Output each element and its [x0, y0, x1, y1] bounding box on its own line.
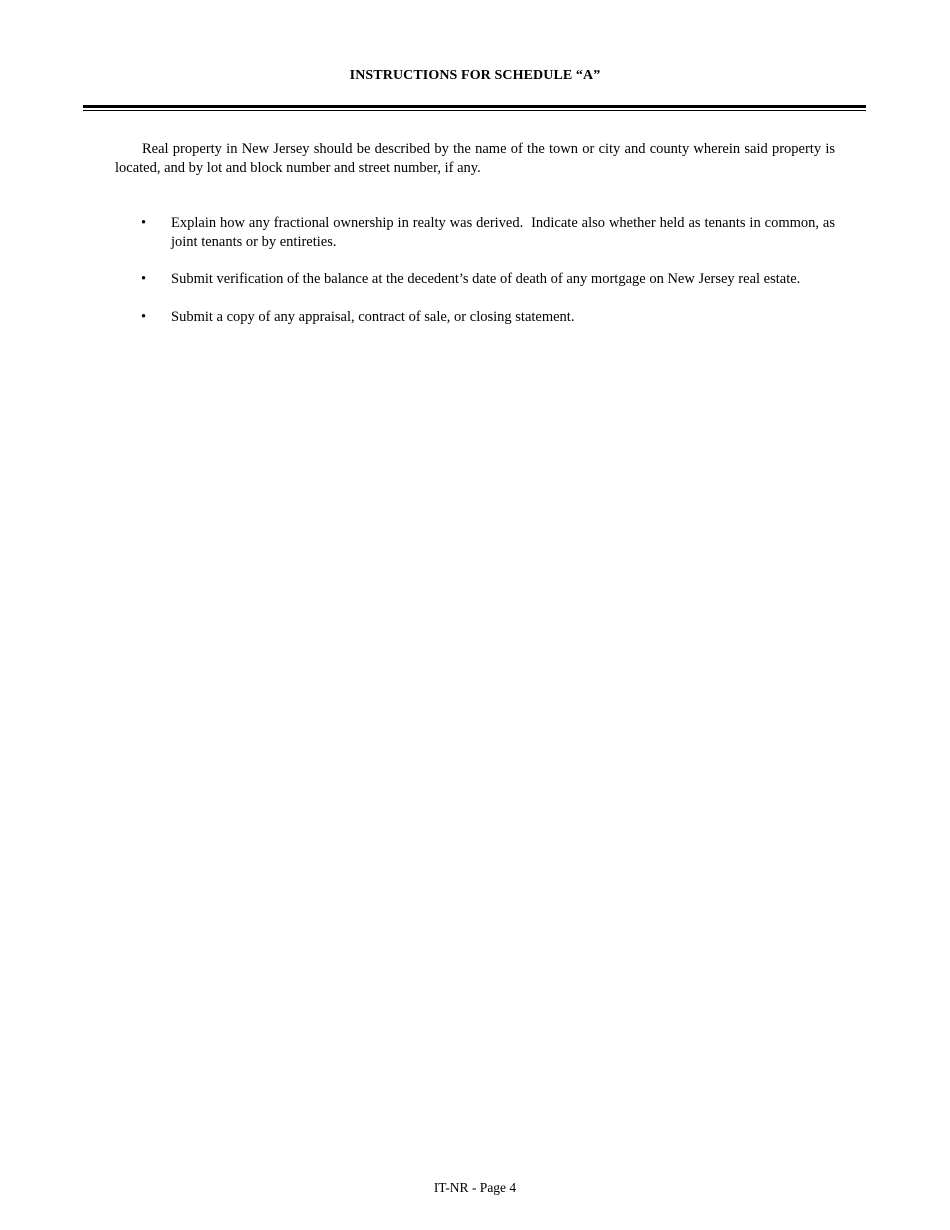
instruction-text: Explain how any fractional ownership in realty was derived. Indicate also whether held as tenants in common, as joint tenants or by entireties.	[171, 215, 839, 250]
instruction-item-appraisal-copy	[115, 308, 835, 327]
instruction-text: Submit verification of the balance at the decedent’s date of death of any mortgage on New Jersey real estate.	[171, 271, 801, 287]
page-title: INSTRUCTIONS FOR SCHEDULE “A”	[349, 68, 601, 83]
instruction-item-fractional-ownership	[115, 214, 839, 251]
header-double-rule	[83, 105, 866, 111]
bullet-icon: •	[141, 308, 147, 325]
instruction-list	[115, 214, 839, 345]
page-footer: IT-NR - Page 4	[433, 1180, 517, 1195]
bullet-icon: •	[141, 271, 147, 287]
bullet-icon: •	[141, 215, 147, 231]
instruction-text: Submit a copy of any appraisal, contract of sale, or closing statement.	[171, 308, 575, 325]
intro-paragraph: Real property in New Jersey should be described by the name of the town or city and county wherein said property is located, and by lot and block number and street number, if any.	[115, 141, 835, 176]
instruction-item-mortgage-verification	[115, 270, 835, 289]
